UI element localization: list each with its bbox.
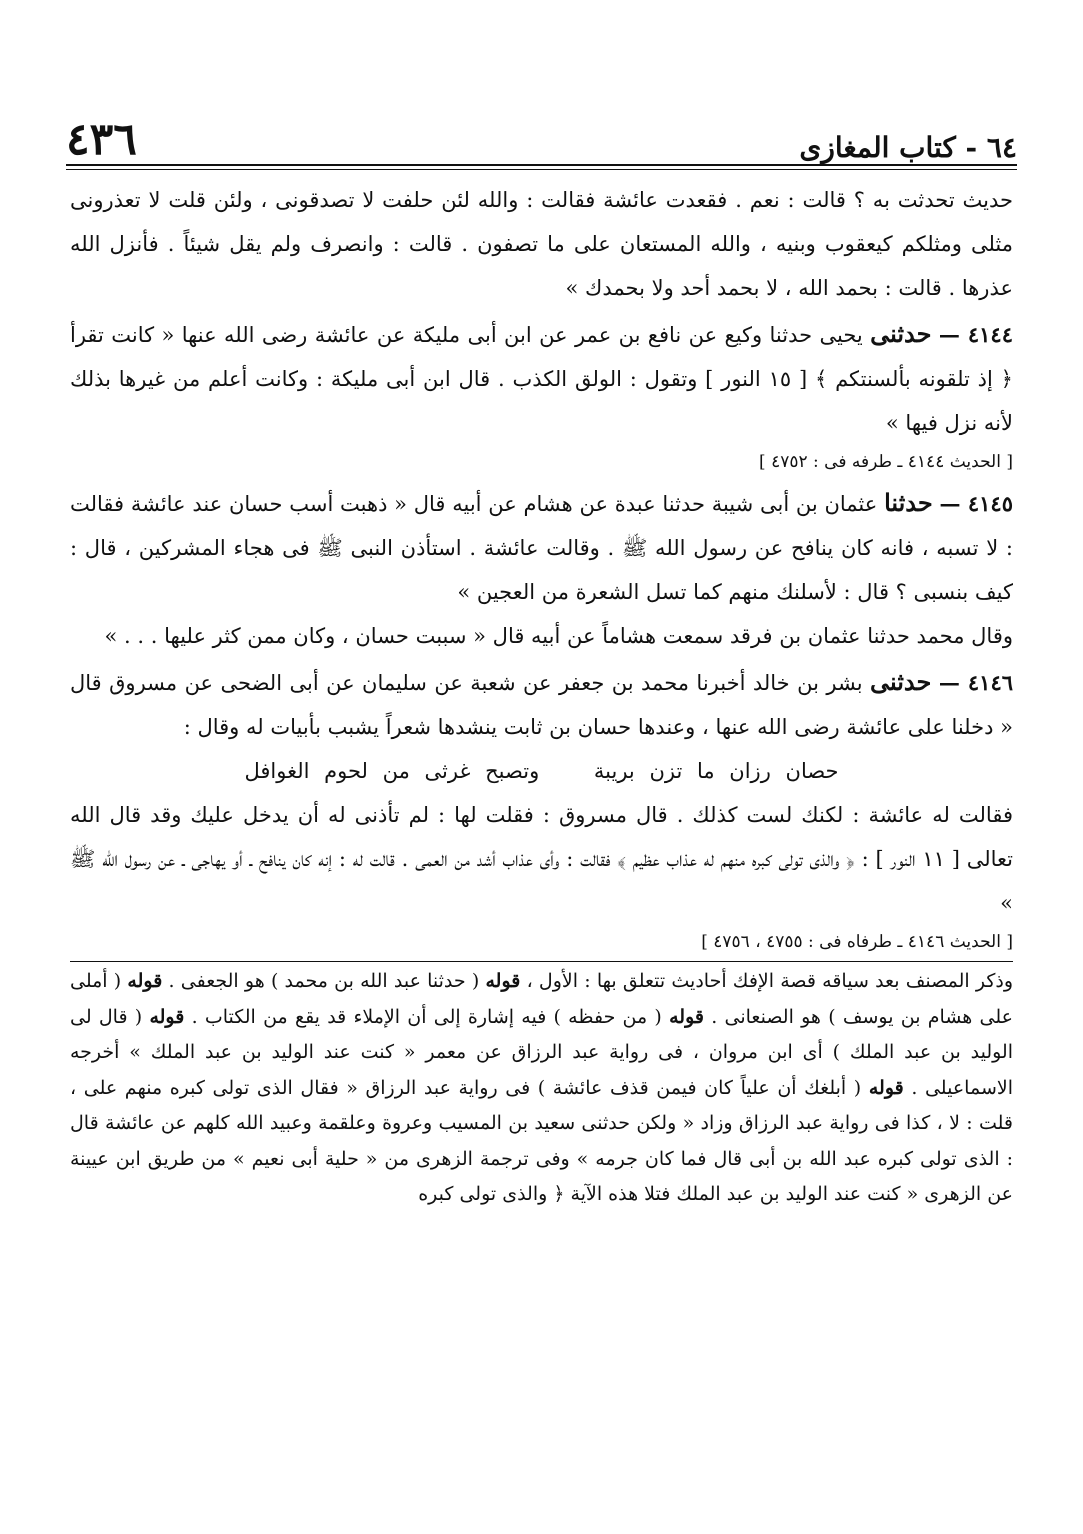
hadith-text: بشر بن خالد أخبرنا محمد بن جعفر عن شعبة عن سليمان عن أبى الضحى عن مسروق قال « دخلنا على عائشة رضى الله عنها ، وعندها حسان بن ثابت ينشدها شعراً يشبب بأبيات له وقال : xyxy=(70,671,1013,739)
hadith-keyword: حدثنى xyxy=(870,319,932,348)
commentary-segment: ( من حفظه ) فيه إشارة إلى أن الإملاء قد يقع من الكتاب . xyxy=(191,1005,662,1028)
commentary-keyword: قوله xyxy=(485,970,521,992)
hadith-keyword: حدثنا xyxy=(884,488,933,517)
hadith-text: عثمان بن أبى شيبة حدثنا عبدة عن هشام عن أبيه قال « ذهبت أسب حسان عند عائشة فقالت : لا تسبه ، فانه كان ينافح عن رسول الله ﷺ . وقالت عائشة . استأذن النبى ﷺ فى هجاء المشركين ، قال : كيف بنسبى ؟ قال : لأسلنك منهم كما تسل الشعرة من العجين » xyxy=(70,492,1013,604)
book-title: ٦٤ - كتاب المغازى xyxy=(799,131,1017,164)
hadith-number: ٤١٤٤ — xyxy=(938,322,1013,347)
paragraph-continuation: حديث تحدثت به ؟ قالت : نعم . فقعدت عائشة فقالت : والله لئن حلفت لا تصدقونى ، ولئن قلت لا تعذرونى مثلى ومثلكم كيعقوب وبنيه ، والله المستعان على ما تصفون . قالت : وانصرف ولم يقل شيئاً . فأنزل الله عذرها . قالت : بحمد الله ، لا بحمد أحد ولا بحمدك » xyxy=(70,188,1013,300)
commentary-keyword: قوله xyxy=(669,1005,704,1028)
poetry-verse xyxy=(70,749,1013,793)
commentary-paragraph xyxy=(70,964,1013,1213)
commentary-segment: ( أبلغك أن علياً كان فيمن قذف عائشة ) فى رواية عبد الرزاق « فقال الذى تولى كبره منهم على ، قلت : لا ، كذا فى رواية عبد الرزاق وزاد « ولكن حدثنى سعيد بن المسيب وعروة وعلقمة وعبيد الله كلهم عن عائشة قال : الذى تولى كبره عبد الله بن أبى قال فما كان جرمه » وفى ترجمة الزهرى من « حلية أبى نعيم » من طريق ابن عيينة عن الزهرى « كنت عند الوليد بن عبد الملك فتلا هذه الآية ﴿ والذى تولى كبره xyxy=(70,1076,1013,1205)
hadith-4144 xyxy=(70,312,1013,445)
page-header xyxy=(66,112,1017,165)
commentary-segment: ( قال لى الوليد بن عبد الملك ) أى ابن مروان ، فى رواية عبد الرزاق عن معمر « كنت عند الوليد بن عبد الملك » أخرجه الاسماعيلى . xyxy=(70,1005,1013,1099)
hadith-number: ٤١٤٦ — xyxy=(938,670,1014,695)
commentary-divider xyxy=(70,961,1013,962)
commentary-keyword: قوله xyxy=(149,1005,185,1028)
verse-first-hemistich: حصان رزان ما تزن بريبة xyxy=(593,759,839,783)
paragraph-muhammad: وقال محمد حدثنا عثمان بن فرقد سمعت هشاماً عن أبيه قال « سببت حسان ، وكان ممن كثر عليها . . . » xyxy=(104,624,1013,648)
hadith-keyword: حدثنى xyxy=(870,667,932,696)
commentary-keyword: قوله xyxy=(127,970,163,992)
hadith-text: يحيى حدثنا وكيع عن نافع بن عمر عن ابن أبى مليكة عن عائشة رضى الله عنها « كانت تقرأ ﴿ إذ تلقونه بألسنتكم ﴾ [ ١٥ النور ] وتقول : الولق الكذب . قال ابن أبى مليكة : وكانت أعلم من غيرها بذلك لأنه نزل فيها » xyxy=(70,323,1013,435)
hadith-4146-continuation: فقالت له عائشة : لكنك لست كذلك . قال مسروق : فقلت لها : لم تأذنى له أن يدخل عليك وقد قال الله تعالى [ ١١ النور ] : ﴿ والذى تولى كبره منهم له عذاب عظيم ﴾ فقالت : وأى عذاب أشد من العمى . قالت له : إنه كان ينافح ـ أو يهاجى ـ عن رسول الله ﷺ » xyxy=(70,803,1013,915)
header-rule xyxy=(66,164,1017,166)
commentary-intro: وذكر المصنف بعد سياقه قصة الإفك أحاديث تتعلق بها : الأول ، xyxy=(526,970,1014,992)
main-text xyxy=(70,178,1013,1213)
verse-second-hemistich: وتصبح غرثى من لحوم الغوافل xyxy=(244,759,540,783)
page-number: ٤٣٦ xyxy=(66,114,137,165)
commentary-segment: ( أملى على هشام بن يوسف ) هو الصنعانى . xyxy=(70,970,1013,1028)
commentary-keyword: قوله xyxy=(868,1076,904,1099)
commentary-segment: ( حدثنا عبد الله بن محمد ) هو الجعفى . xyxy=(168,970,480,992)
hadith-number: ٤١٤٥ — xyxy=(939,491,1013,516)
hadith-reference: [ الحديث ٤١٤٦ ـ طرفاه فى : ٤٧٥٥ ، ٤٧٥٦ ] xyxy=(701,932,1013,952)
hadith-4145 xyxy=(70,481,1013,614)
hadith-reference: [ الحديث ٤١٤٤ ـ طرفه فى : ٤٧٥٢ ] xyxy=(759,452,1013,472)
header-rule-thin xyxy=(66,169,1017,170)
hadith-4146 xyxy=(70,660,1013,749)
